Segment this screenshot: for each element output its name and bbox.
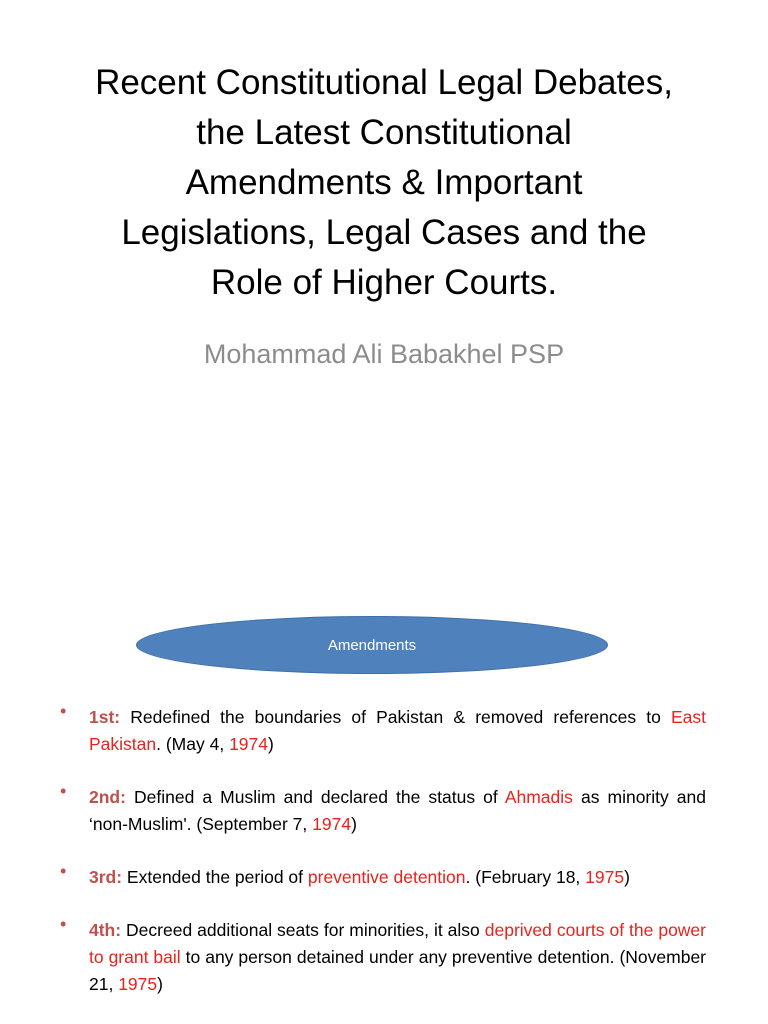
bullet-icon: • xyxy=(60,781,67,801)
amendment-number: 1st: xyxy=(89,707,121,727)
amendments-oval-label: Amendments xyxy=(327,636,417,654)
amendment-description: as minority and ‘non-Muslim'. (September 7, xyxy=(89,787,707,834)
highlight-text: deprived courts of the power to grant bail xyxy=(89,920,706,967)
slide-title xyxy=(60,58,708,308)
amendment-description: Decreed additional seats for minorities, it also xyxy=(121,920,485,940)
highlight-year: 1974 xyxy=(229,734,268,754)
title-line: Legislations, Legal Cases and the xyxy=(121,213,647,252)
amendment-text xyxy=(89,704,706,758)
highlight-year: 1974 xyxy=(312,814,352,834)
amendment-description: . (May 4, xyxy=(156,734,230,754)
amendment-item-2nd xyxy=(60,781,707,838)
bullet-icon: • xyxy=(60,861,67,881)
amendment-description: ) xyxy=(624,867,630,887)
author-subtitle: Mohammad Ali Babakhel PSP xyxy=(203,339,565,369)
amendment-text xyxy=(89,864,706,891)
amendment-item-4th xyxy=(60,914,707,998)
amendment-number: 2nd: xyxy=(89,787,126,807)
title-line: the Latest Constitutional xyxy=(196,113,572,152)
highlight-text: East Pakistan xyxy=(89,707,706,754)
amendments-oval-button[interactable] xyxy=(136,616,608,674)
bullet-icon: • xyxy=(60,914,67,934)
highlight-text: Ahmadis xyxy=(504,787,573,807)
amendment-item-1st xyxy=(60,701,706,758)
amendment-number: 3rd: xyxy=(89,867,123,887)
amendments-list xyxy=(60,701,707,1024)
amendment-description: Defined a Muslim and declared the status of xyxy=(125,787,505,807)
amendment-text xyxy=(89,917,706,998)
title-line: Role of Higher Courts. xyxy=(210,263,558,302)
bullet-icon: • xyxy=(60,701,67,721)
amendment-number: 4th: xyxy=(89,920,122,940)
amendment-description: . (February 18, xyxy=(465,867,586,887)
title-line: Amendments & Important xyxy=(185,163,583,202)
title-line: Recent Constitutional Legal Debates, xyxy=(95,63,673,102)
amendment-description: to any person detained under any preventive detention. (November 21, xyxy=(89,947,707,994)
amendment-description: ) xyxy=(268,734,274,754)
amendment-description: Redefined the boundaries of Pakistan & removed references to xyxy=(120,707,671,727)
highlight-year: 1975 xyxy=(118,974,158,994)
amendment-description: ) xyxy=(351,814,357,834)
highlight-year: 1975 xyxy=(585,867,625,887)
amendment-description: Extended the period of xyxy=(122,867,308,887)
amendment-item-3rd xyxy=(60,861,706,891)
amendment-text xyxy=(89,784,706,838)
amendment-description: ) xyxy=(157,974,163,994)
highlight-text: preventive detention xyxy=(307,867,466,887)
